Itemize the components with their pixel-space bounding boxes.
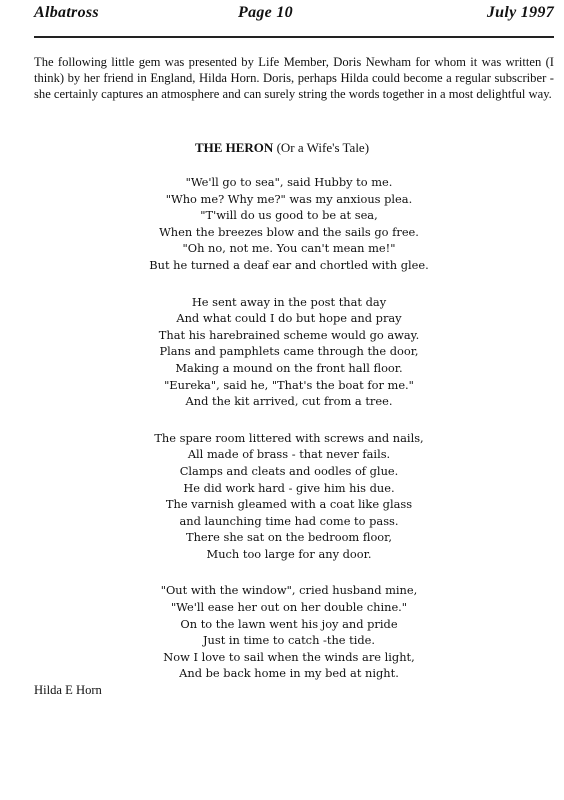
poem-line: "Who me? Why me?" was my anxious plea.	[165, 191, 413, 206]
stanza-1	[60, 174, 518, 274]
poem-line: He did work hard - give him his due.	[183, 480, 395, 495]
poem-line: That his harebrained scheme would go away.	[158, 327, 420, 342]
poem-line: Clamps and cleats and oodles of glue.	[179, 463, 399, 478]
poem-line: The varnish gleamed with a coat like glass	[165, 497, 413, 512]
poem-line: Now I love to sail when the winds are light,	[163, 649, 415, 664]
poem-line: and launching time had come to pass.	[179, 513, 399, 528]
stanza-3	[60, 430, 518, 563]
poem-body	[60, 174, 518, 702]
poem-subtitle: (Or a Wife's Tale)	[276, 140, 370, 155]
poem-title-main: THE HERON	[194, 140, 274, 155]
poem-line: The spare room littered with screws and nails,	[154, 430, 424, 445]
publication-name: Albatross	[34, 4, 99, 21]
poem-line: All made of brass - that never fails.	[187, 447, 391, 462]
poem-line: "Oh no, not me. You can't mean me!"	[182, 241, 396, 256]
poem-line: But he turned a deaf ear and chortled with glee.	[149, 257, 429, 272]
poem-line: On to the lawn went his joy and pride	[180, 616, 398, 631]
issue-date: July 1997	[486, 4, 554, 21]
intro-paragraph: The following little gem was presented by Life Member, Doris Newham for whom it was written (I think) by her friend in England, Hilda Horn. Doris, perhaps Hilda could become a regular subscriber - she certainly captures an atmosphere and can surely string the words together in a most delightful way.	[34, 55, 554, 101]
poem-line: "We'll go to sea", said Hubby to me.	[185, 175, 393, 189]
stanza-4	[60, 582, 518, 682]
poem-line: Making a mound on the front hall floor.	[175, 360, 403, 375]
poem-line: And what could I do but hope and pray	[176, 311, 402, 326]
poem-line: Much too large for any door.	[206, 546, 372, 561]
poem-line: "Out with the window", cried husband mine,	[160, 583, 418, 598]
poem-line: "We'll ease her out on her double chine."	[170, 600, 408, 615]
poem-title	[0, 140, 564, 156]
poem-line: "Eureka", said he, "That's the boat for me."	[164, 377, 414, 392]
poem-line: "T'will do us good to be at sea,	[200, 208, 378, 223]
poem-line: And the kit arrived, cut from a tree.	[185, 394, 393, 409]
poem-line: Just in time to catch -the tide.	[202, 633, 376, 648]
poem-line: There she sat on the bedroom floor,	[186, 530, 392, 545]
header-rule	[34, 36, 554, 38]
stanza-2	[60, 294, 518, 410]
poem-line: And be back home in my bed at night.	[179, 666, 399, 681]
poem-line: He sent away in the post that day	[191, 294, 387, 309]
poem-line: When the breezes blow and the sails go free.	[159, 224, 419, 239]
page-header	[34, 0, 554, 26]
poem-author-signature: Hilda E Horn	[34, 683, 102, 697]
poem-line: Plans and pamphlets came through the door,	[159, 344, 419, 359]
page-number: Page 10	[238, 4, 293, 21]
